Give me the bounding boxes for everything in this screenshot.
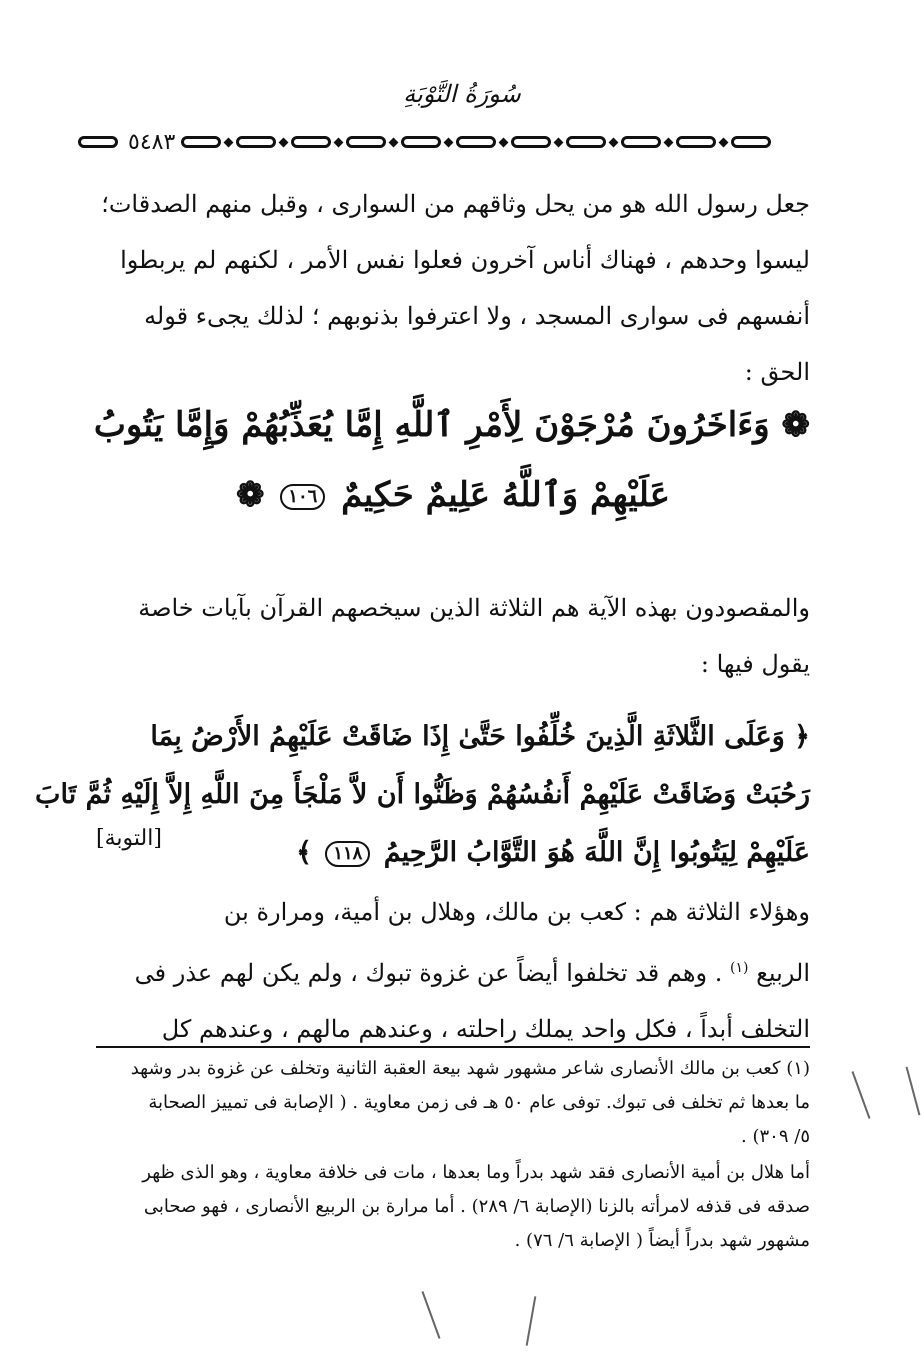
verse-line — [96, 824, 810, 882]
chain-link-ornament — [181, 136, 221, 148]
footnote-line: ٥/ ٣٠٩) . — [741, 1126, 810, 1147]
ayah-number-badge: ١١٨ — [325, 841, 370, 867]
diamond-ornament — [554, 137, 564, 147]
ornate-bracket-close-icon: ❁ — [235, 475, 265, 515]
diamond-ornament — [224, 137, 234, 147]
bracket-open-icon: ﴿ — [794, 721, 810, 752]
ayah-number-badge: ١٠٦ — [280, 484, 325, 510]
footnote-divider — [96, 1046, 810, 1048]
diamond-ornament — [664, 137, 674, 147]
scan-artifact — [526, 1296, 537, 1346]
quran-verse-106 — [93, 390, 810, 530]
paragraph-line: والمقصودون بهذه الآية هم الثلاثة الذين سيخصهم القرآن بآيات خاصة — [138, 594, 810, 622]
verse-text: عَلَيْهِمْ وَٱللَّهُ عَلِيمٌ حَكِيمٌ — [341, 475, 671, 515]
diamond-ornament — [719, 137, 729, 147]
chain-link-ornament — [676, 136, 716, 148]
paragraph-line: ليسوا وحدهم ، فهناك أناس آخرون فعلوا نفس الأمر ، لكنهم لم يربطوا — [120, 246, 810, 274]
footnote-line: صدقه فى قذفه لامرأته بالزنا (الإصابة ٦/ ٢٨٩) . أما مرارة بن الربيع الأنصارى ، فهو صحابى — [143, 1196, 810, 1217]
paragraph-2 — [96, 580, 810, 692]
quran-verse-118 — [35, 708, 810, 882]
chain-link-ornament — [401, 136, 441, 148]
surah-reference: [التوبة] — [96, 826, 162, 851]
paragraph-line: الحق : — [744, 358, 810, 386]
footnote-line: (١) كعب بن مالك الأنصارى شاعر مشهور شهد بيعة العقبة الثانية وتخلف عن غزوة بدر وشهد — [130, 1058, 810, 1079]
verse-text: عَلَيْهِمْ لِيَتُوبُوا إِنَّ اللَّهَ هُوَ التَّوَّابُ الرَّحِيمُ — [383, 837, 810, 868]
paragraph-line: وهؤلاء الثلاثة هم : كعب بن مالك، وهلال بن أمية، ومرارة بن — [223, 898, 810, 926]
diamond-ornament — [389, 137, 399, 147]
verse-text: وَءَاخَرُونَ مُرْجَوْنَ لِأَمْرِ ٱللَّهِ إِمَّا يُعَذِّبُهُمْ وَإِمَّا يَتُوبُ — [93, 405, 770, 445]
ornate-bracket-open-icon: ❁ — [781, 405, 810, 445]
footnote-line: أما هلال بن أمية الأنصارى فقد شهد بدراً وما بعدها ، مات فى خلافة معاوية ، وهو الذى ظهر — [142, 1162, 810, 1183]
chain-link-ornament — [236, 136, 276, 148]
footnote-marker: (١) — [729, 960, 749, 976]
chain-link-ornament — [566, 136, 606, 148]
chain-link-ornament — [511, 136, 551, 148]
verse-text: وَعَلَى الثَّلاثَةِ الَّذِينَ خُلِّفُوا حَتَّىٰ إِذَا ضَاقَتْ عَلَيْهِمُ الأَرْضُ بِمَا — [150, 721, 785, 752]
paragraph-3 — [96, 884, 810, 1057]
scan-artifact — [852, 1071, 871, 1119]
footnote-2 — [96, 1156, 810, 1258]
diamond-ornament — [444, 137, 454, 147]
bracket-close-icon: ﴾ — [296, 837, 312, 868]
chain-link-ornament — [456, 136, 496, 148]
paragraph-text: . وهم قد تخلفوا أيضاً عن غزوة تبوك ، ولم يكن لهم عذر فى — [134, 959, 723, 987]
paragraph-line: يقول فيها : — [700, 650, 810, 678]
footnote-line: ما بعدها ثم تخلف فى تبوك. توفى عام ٥٠ هـ فى زمن معاوية . ( الإصابة فى تمييز الصحابة — [148, 1092, 810, 1113]
surah-title: سُورَةُ التَّوْبَةِ — [403, 80, 521, 108]
footnote-1 — [96, 1052, 810, 1154]
paragraph-1 — [96, 176, 810, 400]
paragraph-line: أنفسهم فى سوارى المسجد ، ولا اعترفوا بذنوبهم ؛ لذلك يجىء قوله — [144, 302, 810, 330]
header-ornament-border — [78, 128, 842, 156]
paragraph-text: الربيع — [756, 959, 810, 987]
paragraph-line — [96, 940, 810, 1001]
scan-artifact — [422, 1291, 441, 1339]
diamond-ornament — [499, 137, 509, 147]
chain-link-ornament — [731, 136, 771, 148]
chain-link-ornament — [346, 136, 386, 148]
diamond-ornament — [334, 137, 344, 147]
diamond-ornament — [609, 137, 619, 147]
diamond-ornament — [279, 137, 289, 147]
verse-line — [96, 460, 810, 530]
paragraph-line: التخلف أبداً ، فكل واحد يملك راحلته ، وعندهم مالهم ، وعندهم كل — [161, 1015, 810, 1043]
scan-artifact — [906, 1067, 921, 1116]
verse-line: رَحُبَتْ وَضَاقَتْ عَلَيْهِمْ أَنفُسُهُمْ وَظَنُّوا أَن لاَّ مَلْجَأَ مِنَ اللَّهِ إِلاَّ إِلَيْهِ ثُمَّ تَابَ — [35, 779, 810, 810]
page-number: ٥٤٨٣ — [128, 129, 176, 155]
chain-link-ornament — [78, 136, 118, 148]
chain-link-ornament — [291, 136, 331, 148]
footnote-line: مشهور شهد بدراً أيضاً ( الإصابة ٦/ ٧٦) . — [514, 1230, 810, 1251]
chain-link-ornament — [621, 136, 661, 148]
verse-line — [93, 390, 810, 460]
verse-line — [96, 708, 810, 766]
paragraph-line: جعل رسول الله هو من يحل وثاقهم من السوارى ، وقبل منهم الصدقات؛ — [101, 190, 810, 218]
